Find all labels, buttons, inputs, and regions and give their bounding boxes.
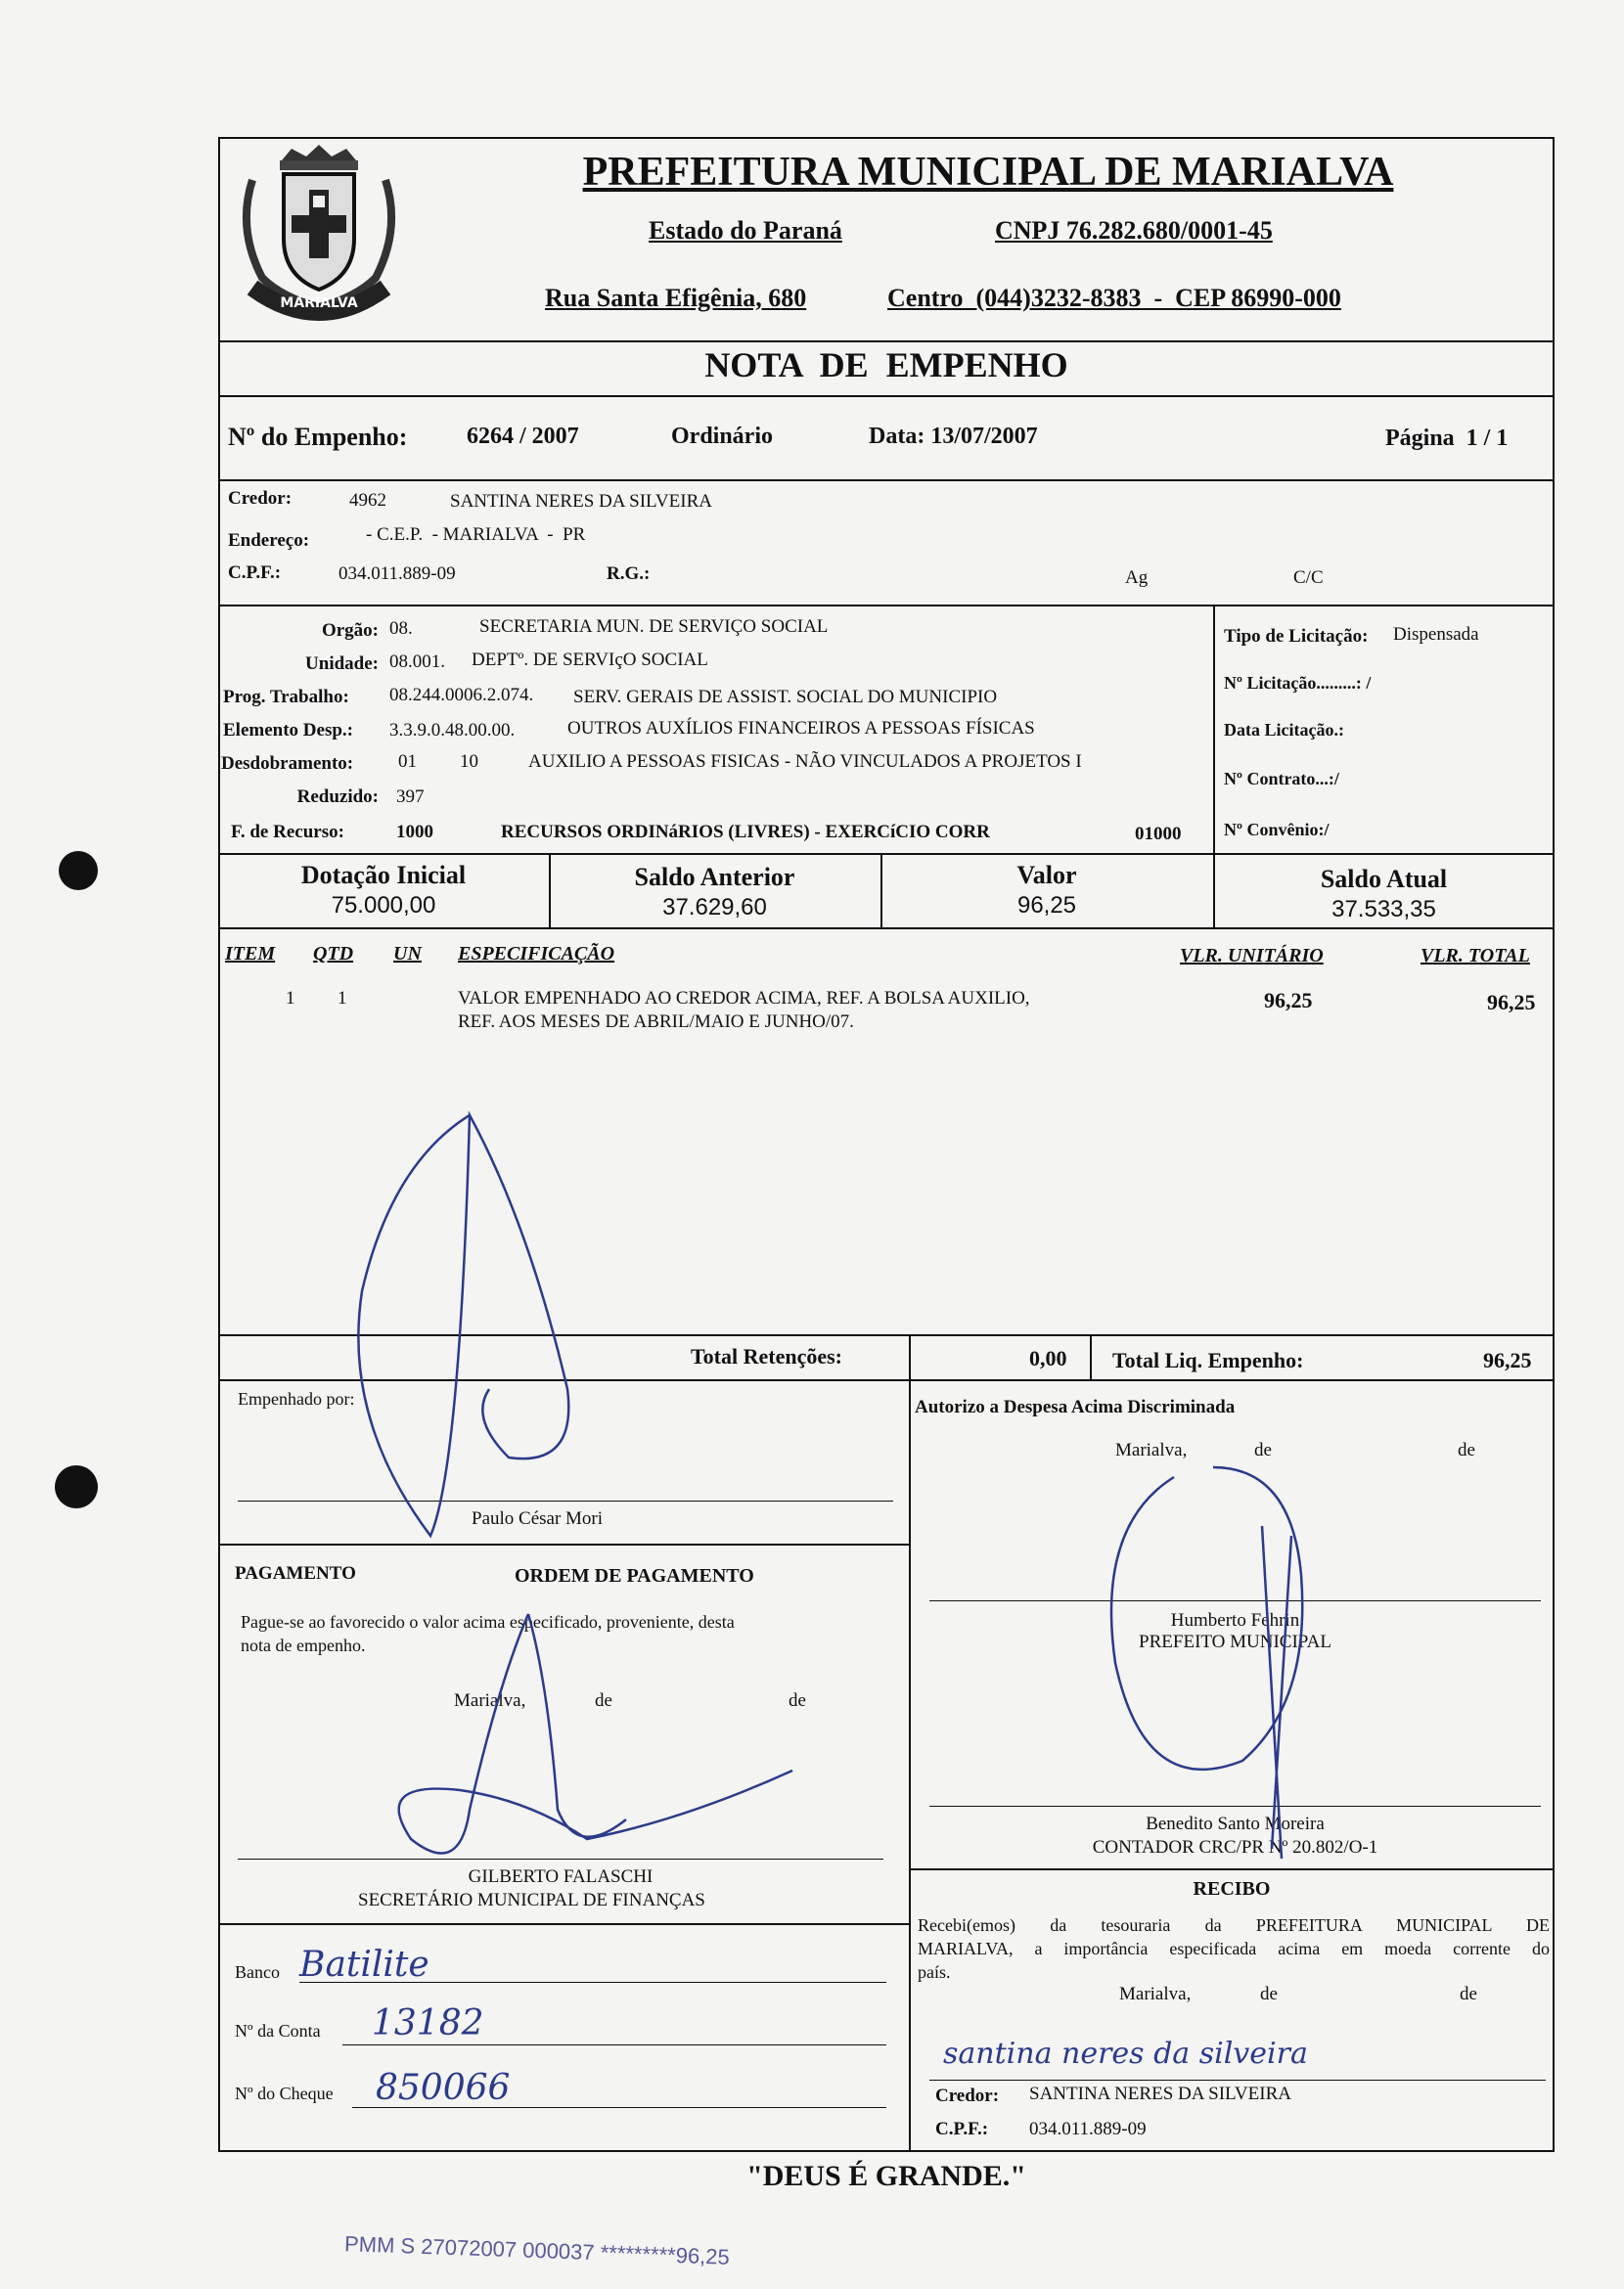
pagamento-de-2: de (789, 1690, 806, 1711)
svg-text:MARIALVA: MARIALVA (280, 295, 358, 311)
cpf-value: 034.011.889-09 (338, 563, 456, 584)
credor-name: SANTINA NERES DA SILVEIRA (450, 491, 712, 512)
licitacao-convenio: Nº Convênio:/ (1224, 820, 1330, 839)
empenho-page: Página 1 / 1 (1385, 426, 1509, 451)
elemento-label: Elemento Desp.: (223, 720, 353, 741)
reduzido-value: 397 (396, 786, 425, 807)
orgao-desc: SECRETARIA MUN. DE SERVIÇO SOCIAL (479, 616, 829, 637)
recibo-credor-label: Credor: (935, 2086, 1000, 2106)
recibo-signature: santina neres da silveira (943, 2037, 1308, 2071)
recibo-cpf-value: 034.011.889-09 (1029, 2119, 1147, 2139)
ag-label: Ag (1125, 567, 1149, 588)
recibo-de-1: de (1260, 1984, 1278, 2004)
recibo-city: Marialva, (1119, 1984, 1192, 2004)
conta-label: Nº da Conta (235, 2021, 321, 2041)
recibo-title: RECIBO (1193, 1878, 1271, 1900)
col-qtd: QTD (313, 943, 354, 965)
cpf-label: C.P.F.: (228, 562, 282, 583)
row-desc-1: VALOR EMPENHADO AO CREDOR ACIMA, REF. A BOLSA AUXILIO, (458, 988, 1030, 1009)
col-unit: VLR. UNITÁRIO (1180, 945, 1324, 966)
header-title: PREFEITURA MUNICIPAL DE MARIALVA (582, 150, 1394, 195)
anterior-label: Saldo Anterior (634, 863, 795, 891)
licitacao-data: Data Licitação.: (1224, 720, 1344, 740)
recibo-de-2: de (1460, 1984, 1477, 2004)
pagamento-text-2: nota de empenho. (241, 1636, 366, 1655)
retencoes-value: 0,00 (1029, 1346, 1067, 1370)
recurso-desc: RECURSOS ORDINáRIOS (LIVRES) - EXERCíCIO CORR (501, 822, 990, 842)
recibo-text-3: país. (918, 1962, 951, 1982)
recibo-cpf-label: C.P.F.: (935, 2119, 989, 2139)
empenho-date: Data: 13/07/2007 (869, 424, 1038, 449)
orgao-value: 08. (389, 618, 413, 639)
recibo-text-1: Recebi(emos) da tesouraria da PREFEITURA MUNICIPAL DE (918, 1915, 1550, 1935)
punch-hole-bottom (55, 1465, 98, 1508)
orgao-label: Orgão: (321, 620, 379, 641)
cheque-label: Nº do Cheque (235, 2084, 334, 2103)
cheque-value: 850066 (376, 2068, 511, 2108)
dotacao-value: 75.000,00 (331, 892, 436, 919)
autorizo-de-1: de (1254, 1440, 1272, 1460)
pagamento-de-1: de (595, 1690, 612, 1711)
reduzido-label: Reduzido: (296, 786, 379, 807)
empenhado-label: Empenhado por: (238, 1389, 355, 1409)
anterior-value: 37.629,60 (662, 894, 767, 920)
row-unit: 96,25 (1264, 988, 1313, 1012)
header-state: Estado do Paraná (649, 216, 842, 245)
elemento-value: 3.3.9.0.48.00.00. (389, 720, 516, 741)
licitacao-contrato: Nº Contrato...:/ (1224, 769, 1339, 788)
autorizo-city: Marialva, (1115, 1440, 1188, 1460)
municipal-seal-icon (223, 141, 415, 333)
valor-label: Valor (1016, 861, 1077, 889)
col-item: ITEM (225, 943, 276, 965)
recurso-label: F. de Recurso: (231, 822, 344, 842)
prog-label: Prog. Trabalho: (223, 687, 349, 707)
recibo-text-2: MARIALVA, a importância especificada acima em moeda corrente do (918, 1939, 1550, 1958)
empenho-label: Nº do Empenho: (228, 423, 408, 451)
unidade-value: 08.001. (389, 651, 445, 672)
pagamento-label: PAGAMENTO (235, 1563, 356, 1584)
row-desc-2: REF. AOS MESES DE ABRIL/MAIO E JUNHO/07. (458, 1011, 854, 1032)
col-un: UN (393, 943, 422, 965)
dotacao-label: Dotação Inicial (300, 861, 467, 889)
ordem-label: ORDEM DE PAGAMENTO (515, 1565, 754, 1587)
liq-label: Total Liq. Empenho: (1112, 1348, 1304, 1372)
licitacao-tipo: Dispensada (1393, 624, 1479, 645)
atual-value: 37.533,35 (1331, 896, 1436, 922)
desdob-2: 10 (460, 751, 478, 772)
row-item: 1 (286, 988, 295, 1009)
prog-desc: SERV. GERAIS DE ASSIST. SOCIAL DO MUNICIPIO (573, 687, 998, 707)
banco-label: Banco (235, 1962, 280, 1982)
pagamento-city: Marialva, (454, 1690, 526, 1711)
valor-value: 96,25 (1016, 892, 1077, 919)
punch-hole-top (59, 851, 98, 890)
cc-label: C/C (1293, 567, 1324, 588)
unidade-label: Unidade: (305, 653, 379, 674)
desdob-label: Desdobramento: (221, 753, 354, 774)
elemento-desc: OUTROS AUXÍLIOS FINANCEIROS A PESSOAS FÍSICAS (567, 718, 1035, 739)
header-cnpj: CNPJ 76.282.680/0001-45 (995, 216, 1273, 245)
autorizo-label: Autorizo a Despesa Acima Discriminada (915, 1397, 1236, 1417)
footer-motto: "DEUS É GRANDE." (746, 2160, 1026, 2192)
empenho-number: 6264 / 2007 (467, 424, 579, 449)
atual-label: Saldo Atual (1320, 865, 1448, 893)
row-qtd: 1 (338, 988, 347, 1009)
empenhado-name: Paulo César Mori (472, 1508, 604, 1529)
credor-label: Credor: (228, 488, 293, 509)
banco-value: Batilite (299, 1945, 429, 1985)
desdob-1: 01 (398, 751, 417, 772)
autorizo-de-2: de (1458, 1440, 1475, 1460)
secretario-name: GILBERTO FALASCHI (468, 1866, 654, 1887)
recibo-credor-name: SANTINA NERES DA SILVEIRA (1029, 2084, 1291, 2104)
contador-name: Benedito Santo Moreira (1146, 1814, 1325, 1834)
footer-stamp: PMM S 27072007 000037 *********96,25 (343, 2231, 731, 2269)
header-contact: Centro (044)3232-8383 - CEP 86990-000 (887, 284, 1341, 312)
secretario-title: SECRETÁRIO MUNICIPAL DE FINANÇAS (358, 1890, 705, 1910)
credor-code: 4962 (349, 490, 386, 511)
recurso-value: 1000 (396, 822, 433, 842)
endereco-label: Endereço: (228, 530, 310, 551)
rg-label: R.G.: (607, 563, 651, 584)
endereco-value: - C.E.P. - MARIALVA - PR (366, 524, 586, 545)
doc-title: NOTA DE EMPENHO (704, 345, 1068, 384)
col-espec: ESPECIFICAÇÃO (458, 943, 615, 965)
header-address: Rua Santa Efigênia, 680 (545, 284, 807, 312)
recurso-code: 01000 (1135, 824, 1182, 844)
desdob-desc: AUXILIO A PESSOAS FISICAS - NÃO VINCULADOS A PROJETOS I (528, 751, 1082, 772)
pagamento-text-1: Pague-se ao favorecido o valor acima especificado, proveniente, desta (241, 1612, 735, 1632)
liq-value: 96,25 (1483, 1348, 1532, 1372)
conta-value: 13182 (372, 2003, 484, 2043)
prefeito-name: Humberto Fehrin (1170, 1610, 1300, 1631)
licitacao-numero: Nº Licitação.........: / (1224, 673, 1372, 693)
col-total: VLR. TOTAL (1421, 945, 1530, 966)
unidade-desc: DEPTº. DE SERVIçO SOCIAL (472, 650, 708, 670)
prog-value: 08.244.0006.2.074. (389, 685, 534, 705)
contador-title: CONTADOR CRC/PR Nº 20.802/O-1 (1092, 1837, 1378, 1858)
empenho-type: Ordinário (671, 424, 774, 449)
prefeito-title: PREFEITO MUNICIPAL (1139, 1632, 1331, 1652)
row-total: 96,25 (1487, 990, 1536, 1014)
licitacao-tipo-label: Tipo de Licitação: (1224, 626, 1369, 647)
retencoes-label: Total Retenções: (691, 1344, 842, 1369)
